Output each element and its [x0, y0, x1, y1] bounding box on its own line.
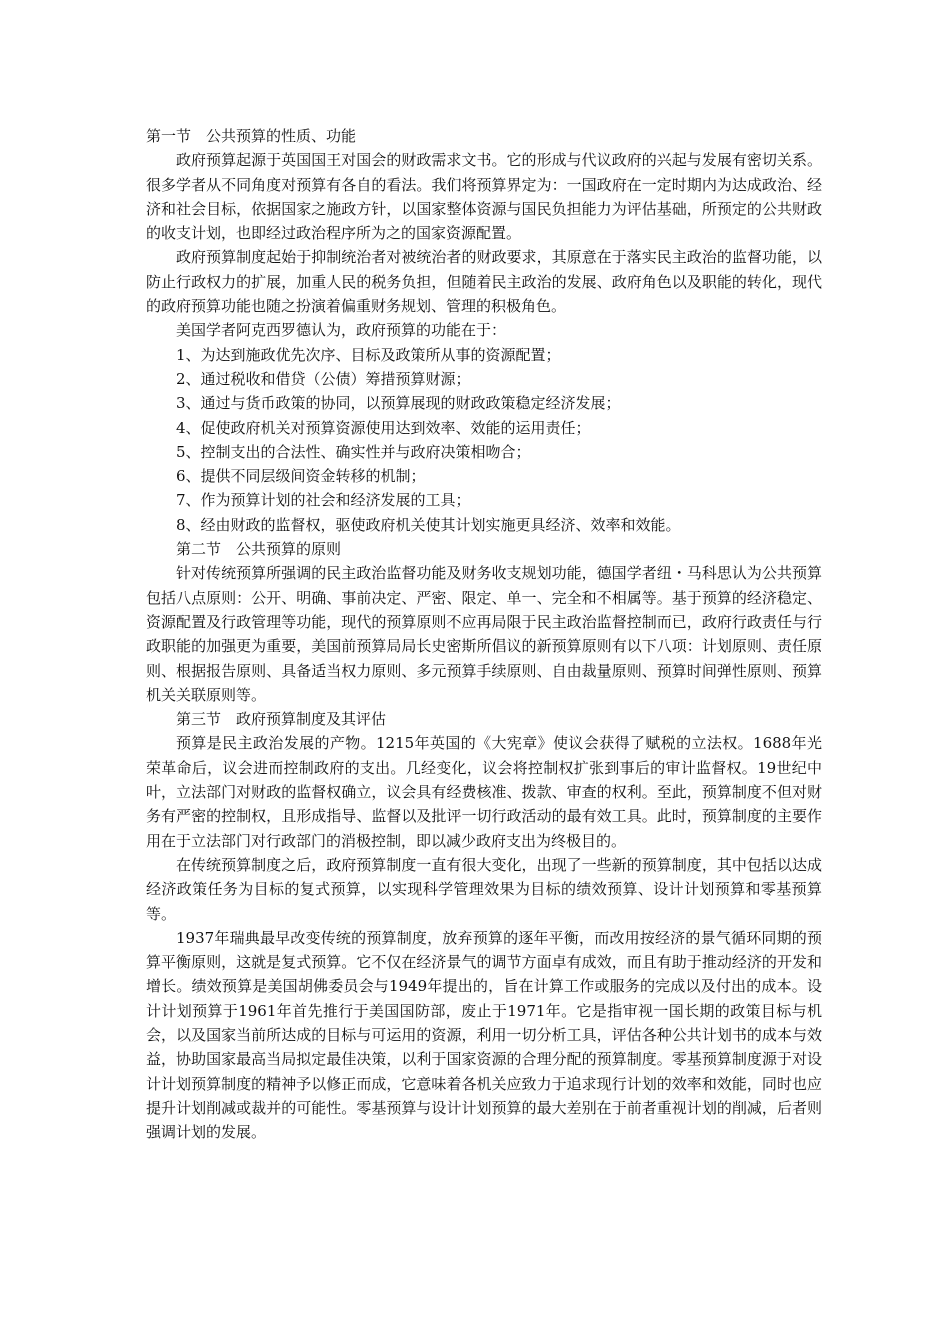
- function-list-item: 7、作为预算计划的社会和经济发展的工具；: [176, 491, 471, 510]
- section-3-heading: 第三节 政府预算制度及其评估: [176, 710, 387, 729]
- function-list-item: 4、促使政府机关对预算资源使用达到效率、效能的运用责任；: [176, 418, 591, 437]
- section-2-paragraph: 针对传统预算所强调的民主政治监督功能及财务收支规划功能，德国学者纽・马科思认为公共预算包括八点原则：公开、明确、事前决定、严密、限定、单一、完全和不相属等。基于预算的经济稳定、资源配置及行政管理等功能，现代的预算原则不应再局限于民主政治监督控制而已，政府行政责任与行政职能的加强更为重要，美国前预算局局长史密斯所倡议的新预算原则有以下八项：计划原则、责任原则、根据报告原则、具备适当权力原则、多元预算手续原则、自由裁量原则、预算时间弹性原则、预算机关关联原则等。: [146, 564, 822, 704]
- section-1-paragraph: 美国学者阿克西罗德认为，政府预算的功能在于：: [176, 321, 507, 340]
- function-list-item: 8、经由财政的监督权，驱使政府机关使其计划实施更具经济、效率和效能。: [176, 515, 681, 534]
- function-list-item: 2、通过税收和借贷（公债）筹措预算财源；: [176, 369, 471, 388]
- function-list-item: 6、提供不同层级间资金转移的机制；: [176, 467, 426, 486]
- section-3-paragraph: 预算是民主政治发展的产物。1215年英国的《大宪章》使议会获得了赋税的立法权。1688年光荣革命后，议会进而控制政府的支出。几经变化，议会将控制权扩张到事后的审计监督权。19世纪中叶，立法部门对财政的监督权确立，议会具有经费核准、拨款、审查的权利。至此，预算制度不但对财务有严密的控制权，且形成指导、监督以及批评一切行政活动的最有效工具。此时，预算制度的主要作用在于立法部门对行政部门的消极控制，即以减少政府支出为终极目的。: [146, 734, 822, 850]
- section-1-paragraph: 政府预算制度起始于抑制统治者对被统治者的财政要求，其原意在于落实民主政治的监督功能，以防止行政权力的扩展，加重人民的税务负担，但随着民主政治的发展、政府角色以及职能的转化，现代的政府预算功能也随之扮演着偏重财务规划、管理的积极角色。: [146, 248, 822, 316]
- section-1-heading: 第一节 公共预算的性质、功能: [146, 127, 357, 145]
- function-list-item: 5、控制支出的合法性、确实性并与政府决策相吻合；: [176, 442, 531, 461]
- section-3-paragraph: 在传统预算制度之后，政府预算制度一直有很大变化，出现了一些新的预算制度，其中包括以达成经济政策任务为目标的复式预算，以实现科学管理效果为目标的绩效预算、设计计划预算和零基预算等。: [146, 855, 822, 923]
- document-page: [146, 124, 822, 1144]
- section-1-paragraph: 政府预算起源于英国国王对国会的财政需求文书。它的形成与代议政府的兴起与发展有密切关系。很多学者从不同角度对预算有各自的看法。我们将预算界定为：一国政府在一定时期内为达成政治、经济和社会目标，依据国家之施政方针，以国家整体资源与国民负担能力为评估基础，所预定的公共财政的收支计划，也即经过政治程序所为之的国家资源配置。: [146, 151, 822, 243]
- function-list-item: 1、为达到施政优先次序、目标及政策所从事的资源配置；: [176, 345, 561, 364]
- function-list-item: 3、通过与货币政策的协同，以预算展现的财政政策稳定经济发展；: [176, 394, 621, 413]
- section-2-heading: 第二节 公共预算的原则: [176, 540, 342, 559]
- section-3-paragraph: 1937年瑞典最早改变传统的预算制度，放弃预算的逐年平衡，而改用按经济的景气循环同期的预算平衡原则，这就是复式预算。它不仅在经济景气的调节方面卓有成效，而且有助于推动经济的开发和增长。绩效预算是美国胡佛委员会与1949年提出的，旨在计算工作或服务的完成以及付出的成本。设计计划预算于1961年首先推行于美国国防部，废止于1971年。它是指审视一国长期的政策目标与机会，以及国家当前所达成的目标与可运用的资源，利用一切分析工具，评估各种公共计划书的成本与效益，协助国家最高当局拟定最佳决策，以利于国家资源的合理分配的预算制度。零基预算制度源于对设计计划预算制度的精神予以修正而成，它意味着各机关应致力于追求现行计划的效率和效能，同时也应提升计划削减或裁并的可能性。零基预算与设计计划预算的最大差别在于前者重视计划的削减，后者则强调计划的发展。: [146, 928, 822, 1142]
